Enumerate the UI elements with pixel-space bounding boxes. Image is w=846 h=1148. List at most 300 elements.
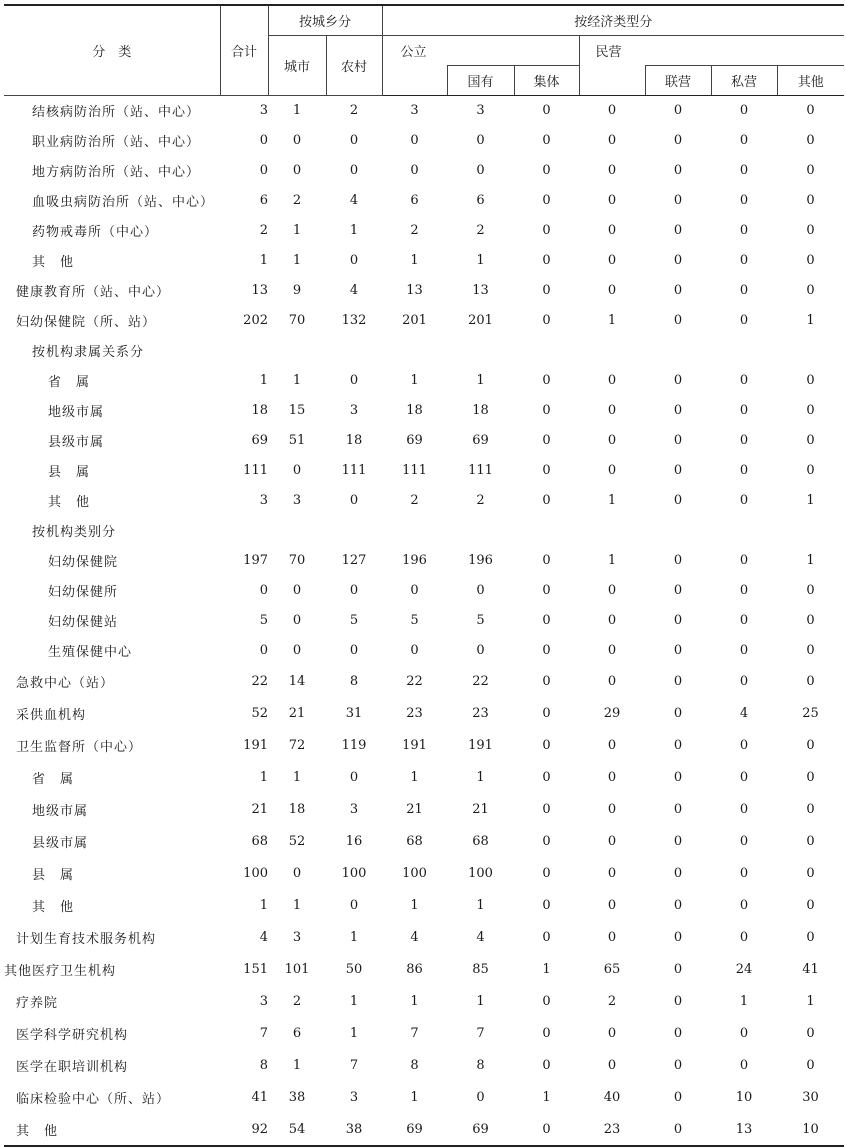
cell-value: 1 — [542, 1090, 551, 1105]
cell-value: 0 — [739, 643, 749, 658]
cell-value: 10 — [777, 1114, 844, 1146]
cell-value: 0 — [542, 994, 551, 1009]
cell-value — [447, 336, 514, 366]
cell-value: 1 — [476, 253, 485, 268]
table-row — [4, 954, 844, 986]
row-label: 急救中心（站） — [16, 676, 115, 691]
cell-value: 111 — [341, 463, 367, 478]
cell-value: 0 — [607, 834, 617, 849]
cell-value: 0 — [607, 770, 617, 785]
row-label: 省 属 — [48, 375, 91, 390]
cell-value: 68 — [251, 834, 268, 849]
cell-value: 2 — [476, 493, 485, 508]
table-row — [4, 730, 844, 762]
cell-value: 0 — [410, 643, 419, 658]
cell-value: 0 — [542, 163, 551, 178]
cell-value — [645, 336, 711, 366]
cell-value: 0 — [673, 706, 683, 721]
cell-value: 0 — [673, 738, 683, 753]
cell-value: 9 — [292, 283, 302, 298]
cell-value: 127 — [341, 553, 367, 568]
cell-value: 191 — [402, 738, 427, 753]
table-row — [4, 922, 844, 954]
cell-value: 0 — [739, 738, 749, 753]
table-row — [4, 156, 844, 186]
cell-value: 3 — [349, 403, 359, 418]
table-row — [4, 306, 844, 336]
row-label: 其 他 — [4, 1114, 220, 1146]
cell-value: 0 — [292, 613, 302, 628]
cell-value — [326, 516, 382, 546]
cell-value: 1 — [410, 253, 419, 268]
table-row — [4, 986, 844, 1018]
cell-value: 111 — [402, 463, 427, 478]
cell-value: 0 — [673, 930, 683, 945]
cell-value: 25 — [802, 706, 819, 721]
cell-value: 0 — [673, 193, 683, 208]
cell-value: 0 — [542, 493, 551, 508]
cell-value: 2 — [410, 223, 419, 238]
table-row — [4, 216, 844, 246]
cell-value: 2 — [349, 103, 359, 119]
cell-value: 13 — [406, 283, 423, 298]
row-label: 职业病防治所（站、中心） — [32, 135, 201, 150]
cell-value: 1 — [292, 770, 302, 785]
cell-value — [579, 516, 645, 546]
cell-value: 69 — [472, 433, 489, 448]
cell-value: 1 — [476, 898, 485, 913]
cell-value: 2 — [292, 193, 302, 208]
cell-value: 31 — [345, 706, 363, 721]
row-label: 计划生育技术服务机构 — [16, 932, 157, 947]
cell-value: 1 — [806, 313, 815, 328]
cell-value: 2 — [259, 223, 268, 238]
cell-value: 0 — [673, 834, 683, 849]
cell-value: 0 — [673, 583, 683, 598]
table-row — [4, 96, 844, 126]
cell-value: 0 — [739, 553, 749, 568]
cell-value — [382, 516, 447, 546]
table-row — [4, 1050, 844, 1082]
cell-value: 3 — [349, 802, 359, 817]
cell-value: 0 — [607, 866, 617, 881]
cell-value: 0 — [607, 253, 617, 268]
row-label: 其 他 — [32, 255, 75, 270]
cell-value: 3 — [410, 103, 419, 119]
cell-value: 0 — [739, 493, 749, 508]
cell-value: 21 — [251, 802, 268, 817]
cell-value: 0 — [259, 583, 268, 598]
cell-value: 92 — [220, 1114, 268, 1146]
cell-value: 0 — [673, 770, 683, 785]
cell-value: 3 — [259, 103, 268, 119]
cell-value: 0 — [607, 133, 617, 148]
header-public-spacer — [382, 66, 447, 96]
cell-value: 1 — [292, 373, 302, 388]
cell-value: 0 — [739, 193, 749, 208]
cell-value: 151 — [243, 962, 268, 977]
cell-value: 1 — [806, 493, 815, 508]
table-row — [4, 426, 844, 456]
cell-value: 0 — [645, 1114, 711, 1146]
cell-value: 0 — [673, 802, 683, 817]
cell-value: 52 — [251, 706, 268, 721]
cell-value: 54 — [268, 1114, 326, 1146]
cell-value: 0 — [542, 930, 551, 945]
cell-value: 3 — [292, 493, 302, 508]
cell-value: 0 — [806, 583, 815, 598]
cell-value: 0 — [349, 583, 359, 598]
cell-value: 0 — [806, 802, 815, 817]
cell-value: 0 — [542, 802, 551, 817]
cell-value: 4 — [476, 930, 485, 945]
header-other: 其他 — [777, 66, 844, 96]
cell-value: 0 — [739, 802, 749, 817]
cell-value: 23 — [406, 706, 423, 721]
table-row — [4, 1114, 844, 1146]
cell-value: 0 — [542, 613, 551, 628]
table-row — [4, 276, 844, 306]
row-label: 地级市属 — [32, 804, 89, 819]
cell-value: 0 — [542, 583, 551, 598]
row-label: 妇幼保健院（所、站） — [16, 315, 157, 330]
cell-value: 1 — [410, 1090, 419, 1105]
cell-value: 1 — [259, 373, 268, 388]
cell-value: 8 — [259, 1058, 268, 1073]
cell-value: 197 — [243, 553, 268, 568]
cell-value: 0 — [607, 163, 617, 178]
cell-value: 0 — [607, 283, 617, 298]
cell-value: 0 — [542, 433, 551, 448]
cell-value: 0 — [739, 834, 749, 849]
cell-value: 68 — [406, 834, 423, 849]
cell-value: 18 — [345, 433, 363, 448]
cell-value: 0 — [607, 930, 617, 945]
cell-value: 0 — [673, 463, 683, 478]
cell-value: 0 — [476, 583, 485, 598]
row-label: 县级市属 — [48, 435, 105, 450]
cell-value: 0 — [739, 613, 749, 628]
cell-value: 0 — [292, 463, 302, 478]
cell-value — [220, 516, 268, 546]
cell-value: 0 — [410, 163, 419, 178]
cell-value: 0 — [739, 1026, 749, 1041]
cell-value: 18 — [406, 403, 423, 418]
cell-value: 1 — [607, 313, 617, 328]
cell-value: 0 — [514, 1114, 579, 1146]
cell-value: 38 — [326, 1114, 382, 1146]
cell-value: 0 — [607, 1058, 617, 1073]
cell-value: 0 — [739, 253, 749, 268]
row-label: 地方病防治所（站、中心） — [32, 165, 201, 180]
cell-value: 0 — [542, 313, 551, 328]
cell-value: 0 — [292, 866, 302, 881]
table-row — [4, 366, 844, 396]
cell-value: 0 — [410, 583, 419, 598]
cell-value: 41 — [251, 1090, 268, 1105]
cell-value: 21 — [288, 706, 306, 721]
cell-value: 50 — [345, 962, 363, 977]
cell-value: 1 — [410, 898, 419, 913]
cell-value: 69 — [251, 433, 268, 448]
cell-value — [777, 516, 844, 546]
cell-value: 0 — [542, 403, 551, 418]
cell-value: 0 — [673, 613, 683, 628]
row-label: 临床检验中心（所、站） — [16, 1092, 171, 1107]
cell-value: 0 — [542, 770, 551, 785]
cell-value: 0 — [292, 163, 302, 178]
header-joint: 联营 — [645, 66, 711, 96]
cell-value: 0 — [542, 193, 551, 208]
cell-value: 3 — [292, 930, 302, 945]
cell-value: 0 — [607, 373, 617, 388]
cell-value: 3 — [259, 493, 268, 508]
cell-value: 6 — [292, 1026, 302, 1041]
cell-value: 1 — [259, 898, 268, 913]
cell-value: 0 — [739, 433, 749, 448]
cell-value: 6 — [259, 193, 268, 208]
cell-value: 0 — [673, 962, 683, 977]
row-label: 县 属 — [32, 868, 75, 883]
row-label: 地级市属 — [48, 405, 105, 420]
cell-value: 5 — [476, 613, 485, 628]
cell-value: 0 — [673, 643, 683, 658]
row-label: 县级市属 — [32, 836, 89, 851]
cell-value: 0 — [292, 133, 302, 148]
cell-value: 68 — [472, 834, 489, 849]
cell-value: 0 — [542, 223, 551, 238]
cell-value: 0 — [673, 163, 683, 178]
table-row — [4, 576, 844, 606]
cell-value: 1 — [292, 223, 302, 238]
cell-value: 1 — [607, 553, 617, 568]
cell-value: 1 — [292, 103, 302, 119]
cell-value: 3 — [349, 1090, 359, 1105]
cell-value: 51 — [288, 433, 306, 448]
cell-value: 0 — [806, 433, 815, 448]
cell-value: 0 — [542, 1026, 551, 1041]
cell-value: 0 — [673, 898, 683, 913]
row-label: 健康教育所（站、中心） — [16, 285, 171, 300]
cell-value: 0 — [673, 1058, 683, 1073]
cell-value — [579, 336, 645, 366]
cell-value: 0 — [739, 223, 749, 238]
cell-value: 22 — [251, 674, 268, 689]
cell-value: 0 — [739, 313, 749, 328]
cell-value: 0 — [607, 463, 617, 478]
table-row — [4, 1018, 844, 1050]
cell-value: 0 — [349, 163, 359, 178]
cell-value: 85 — [472, 962, 489, 977]
cell-value: 22 — [406, 674, 423, 689]
table-row — [4, 546, 844, 576]
cell-value: 0 — [673, 373, 683, 388]
cell-value: 0 — [673, 133, 683, 148]
cell-value: 16 — [345, 834, 363, 849]
cell-value: 0 — [542, 738, 551, 753]
header-public: 公立 — [382, 36, 579, 66]
row-label: 疗养院 — [16, 996, 59, 1011]
cell-value: 70 — [288, 553, 306, 568]
cell-value: 0 — [542, 1058, 551, 1073]
cell-value: 4 — [349, 193, 359, 208]
cell-value — [268, 516, 326, 546]
cell-value: 0 — [739, 583, 749, 598]
table-row — [4, 826, 844, 858]
cell-value: 1 — [349, 223, 359, 238]
cell-value: 1 — [410, 770, 419, 785]
cell-value: 202 — [243, 313, 268, 328]
cell-value: 0 — [542, 253, 551, 268]
cell-value: 0 — [806, 834, 815, 849]
cell-value: 0 — [607, 898, 617, 913]
cell-value: 0 — [476, 133, 485, 148]
row-label: 卫生监督所（中心） — [16, 740, 143, 755]
cell-value: 1 — [349, 930, 359, 945]
cell-value: 191 — [468, 738, 493, 753]
cell-value: 0 — [673, 1090, 683, 1105]
cell-value: 3 — [476, 103, 485, 119]
cell-value: 100 — [341, 866, 367, 881]
cell-value: 8 — [349, 674, 359, 689]
header-collective: 集体 — [514, 66, 579, 96]
cell-value: 1 — [292, 1058, 302, 1073]
cell-value: 0 — [806, 373, 815, 388]
header-state: 国有 — [447, 66, 514, 96]
cell-value: 0 — [542, 553, 551, 568]
cell-value: 0 — [349, 493, 359, 508]
row-label: 妇幼保健所 — [48, 585, 119, 600]
cell-value: 7 — [349, 1058, 359, 1073]
row-label: 按机构隶属关系分 — [32, 345, 145, 360]
cell-value: 0 — [607, 674, 617, 689]
cell-value: 0 — [607, 583, 617, 598]
cell-value: 8 — [476, 1058, 485, 1073]
cell-value: 0 — [739, 163, 749, 178]
cell-value: 0 — [806, 898, 815, 913]
cell-value: 65 — [603, 962, 621, 977]
cell-value — [645, 516, 711, 546]
cell-value: 22 — [472, 674, 489, 689]
cell-value: 0 — [806, 1026, 815, 1041]
cell-value: 0 — [739, 103, 749, 119]
cell-value: 0 — [739, 770, 749, 785]
cell-value: 0 — [607, 613, 617, 628]
cell-value — [514, 336, 579, 366]
cell-value: 201 — [402, 313, 427, 328]
cell-value: 0 — [739, 898, 749, 913]
cell-value: 1 — [476, 373, 485, 388]
cell-value: 1 — [349, 994, 359, 1009]
cell-value: 0 — [259, 133, 268, 148]
table-row — [4, 456, 844, 486]
cell-value: 0 — [806, 930, 815, 945]
cell-value: 0 — [806, 193, 815, 208]
table-row — [4, 336, 844, 366]
cell-value: 0 — [806, 103, 815, 119]
cell-value: 0 — [607, 103, 617, 119]
cell-value: 14 — [288, 674, 306, 689]
cell-value: 86 — [406, 962, 423, 977]
cell-value — [777, 336, 844, 366]
cell-value: 0 — [607, 223, 617, 238]
cell-value: 0 — [673, 493, 683, 508]
cell-value: 0 — [673, 223, 683, 238]
cell-value: 0 — [673, 403, 683, 418]
cell-value: 1 — [739, 994, 749, 1009]
row-label: 血吸虫病防治所（站、中心） — [32, 195, 215, 210]
cell-value: 0 — [673, 1026, 683, 1041]
cell-value — [382, 336, 447, 366]
cell-value: 1 — [292, 898, 302, 913]
cell-value: 0 — [476, 163, 485, 178]
cell-value: 191 — [243, 738, 268, 753]
cell-value: 21 — [406, 802, 423, 817]
cell-value: 0 — [542, 674, 551, 689]
table-header — [4, 5, 844, 96]
cell-value: 0 — [673, 553, 683, 568]
cell-value: 0 — [806, 674, 815, 689]
cell-value: 0 — [806, 283, 815, 298]
table-row — [4, 698, 844, 730]
cell-value: 0 — [349, 770, 359, 785]
cell-value: 1 — [410, 994, 419, 1009]
table-row — [4, 186, 844, 216]
header-by-area: 按城乡分 — [268, 5, 382, 36]
cell-value: 5 — [410, 613, 419, 628]
table-row — [4, 666, 844, 698]
cell-value: 10 — [735, 1090, 753, 1105]
table-row — [4, 890, 844, 922]
cell-value: 29 — [603, 706, 621, 721]
cell-value: 0 — [349, 898, 359, 913]
cell-value — [326, 336, 382, 366]
cell-value: 40 — [603, 1090, 621, 1105]
cell-value: 0 — [476, 643, 485, 658]
row-label: 采供血机构 — [16, 708, 87, 723]
cell-value: 0 — [259, 643, 268, 658]
cell-value: 7 — [410, 1026, 419, 1041]
row-label: 结核病防治所（站、中心） — [32, 105, 201, 121]
cell-value: 1 — [349, 1026, 359, 1041]
cell-value: 0 — [259, 163, 268, 178]
row-label: 其他医疗卫生机构 — [4, 964, 117, 979]
row-label: 药物戒毒所（中心） — [32, 225, 159, 240]
cell-value: 18 — [251, 403, 268, 418]
header-total: 合计 — [220, 5, 268, 96]
cell-value: 1 — [292, 253, 302, 268]
cell-value: 0 — [410, 133, 419, 148]
cell-value: 0 — [292, 583, 302, 598]
table-row — [4, 606, 844, 636]
table-row — [4, 396, 844, 426]
cell-value: 0 — [542, 103, 551, 119]
statistics-table — [4, 4, 844, 1147]
cell-value — [268, 336, 326, 366]
cell-value: 111 — [243, 463, 268, 478]
cell-value — [514, 516, 579, 546]
cell-value: 100 — [402, 866, 427, 881]
cell-value: 0 — [739, 674, 749, 689]
cell-value — [711, 336, 777, 366]
cell-value: 1 — [806, 553, 815, 568]
cell-value: 0 — [607, 193, 617, 208]
cell-value: 0 — [806, 1058, 815, 1073]
row-label: 其 他 — [32, 900, 75, 915]
cell-value: 5 — [259, 613, 268, 628]
cell-value: 0 — [673, 313, 683, 328]
cell-value: 132 — [341, 313, 367, 328]
